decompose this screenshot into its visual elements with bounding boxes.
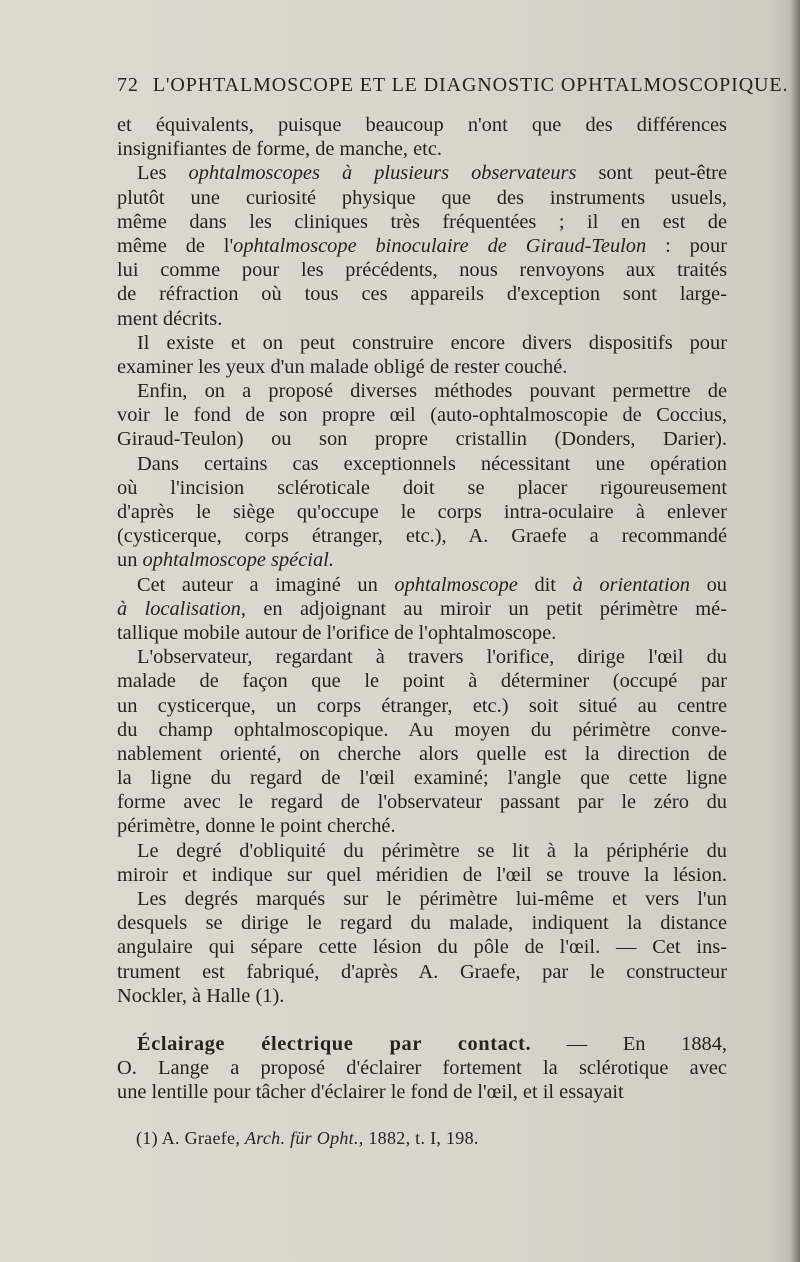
- italic-phrase: ophtalmoscope: [394, 573, 518, 596]
- body-text: [117, 113, 727, 1105]
- text-line: Dans certains cas exceptionnels nécessitant une opération: [137, 452, 727, 475]
- text-line: tallique mobile autour de l'orifice de l'ophtalmoscope.: [117, 621, 557, 644]
- text-line: trument est fabriqué, d'après A. Graefe, par le constructeur: [117, 960, 727, 983]
- text-line: Les degrés marqués sur le périmètre lui-même et vers l'un: [137, 888, 727, 910]
- text-line: [117, 234, 727, 258]
- section-first-line: [117, 1032, 727, 1056]
- text-line: du champ ophtalmoscopique. Au moyen du périmètre conve-: [117, 718, 727, 741]
- text-line: plutôt une curiosité physique que des instruments usuels,: [117, 186, 727, 209]
- text-run: même de l': [117, 234, 234, 257]
- italic-phrase: à localisation: [117, 597, 241, 620]
- paragraph-lines: [117, 113, 727, 1008]
- section-first-line-rest: — En 1884,: [531, 1032, 728, 1055]
- text-line: nablement orienté, on cherche alors quelle est la direction de: [117, 742, 727, 765]
- footnote-prefix: (1) A. Graefe,: [136, 1128, 245, 1148]
- text-line: un cysticerque, un corps étranger, etc.) soit situé au centre: [117, 694, 727, 717]
- running-head: [117, 74, 789, 97]
- section-line: une lentille pour tâcher d'éclairer le fond de l'œil, et il essayait: [117, 1081, 624, 1104]
- text-line: d'après le siège qu'occupe le corps intra-oculaire à enlever: [117, 501, 727, 523]
- text-line: de réfraction où tous ces appareils d'exception sont large-: [117, 283, 727, 306]
- text-run: sont peut-être: [576, 162, 727, 185]
- text-line: et équivalents, puisque beaucoup n'ont que des différences: [117, 114, 727, 136]
- footnote: [136, 1128, 479, 1149]
- text-line: même dans les cliniques très fréquentées ; il en est de: [117, 210, 727, 233]
- text-line: où l'incision scléroticale doit se placer rigoureusement: [117, 476, 727, 499]
- text-line: (cysticerque, corps étranger, etc.), A. Graefe a recommandé: [117, 525, 727, 548]
- text-line: malade de façon que le point à déterminer (occupé par: [117, 670, 727, 693]
- text-line: desquels se dirige le regard du malade, indiquent la distance: [117, 912, 727, 935]
- running-title: L'OPHTALMOSCOPE ET LE DIAGNOSTIC OPHTALMOSCOPIQUE.: [152, 74, 789, 96]
- text-line: forme avec le regard de l'observateur passant par le zéro du: [117, 791, 727, 814]
- text-run: un: [117, 549, 143, 572]
- text-run: Cet auteur a imaginé un: [137, 573, 395, 596]
- text-line: la ligne du regard de l'œil examiné; l'angle que cette ligne: [117, 767, 727, 790]
- text-line: périmètre, donne le point cherché.: [117, 815, 396, 838]
- text-line: angulaire qui sépare cette lésion du pôle de l'œil. — Cet ins-: [117, 936, 727, 959]
- italic-phrase: à orientation: [572, 573, 690, 596]
- section-heading: Éclairage électrique par contact.: [137, 1032, 532, 1055]
- text-line: miroir et indique sur quel méridien de l'œil se trouve la lésion.: [117, 863, 727, 886]
- text-line: L'observateur, regardant à travers l'orifice, dirige l'œil du: [137, 646, 727, 669]
- italic-phrase: ophtalmoscope spécial.: [142, 549, 334, 572]
- text-line: Nockler, à Halle (1).: [117, 984, 285, 1007]
- text-line: [117, 597, 727, 621]
- text-run: , en adjoignant au miroir un petit périmètre mé-: [240, 597, 727, 620]
- italic-phrase: ophtalmoscope binoculaire de Giraud-Teulon: [233, 234, 647, 257]
- text-run: dit: [517, 573, 573, 596]
- text-line: Enfin, on a proposé diverses méthodes pouvant permettre de: [137, 380, 727, 403]
- text-line: insignifiantes de forme, de manche, etc.: [117, 138, 442, 161]
- italic-phrase: ophtalmoscopes à plusieurs observateurs: [188, 162, 577, 185]
- page-number: 72: [117, 74, 139, 96]
- page-edge-shadow: [790, 0, 800, 1262]
- text-line: voir le fond de son propre œil (auto-ophtalmoscopie de Coccius,: [117, 404, 727, 427]
- section-gap: [117, 1008, 727, 1032]
- text-line: examiner les yeux d'un malade obligé de rester couché.: [117, 355, 568, 378]
- text-line: lui comme pour les précédents, nous renvoyons aux traités: [117, 259, 727, 282]
- text-run: Les: [137, 162, 189, 185]
- text-line: Giraud-Teulon) ou son propre cristallin (Donders, Darier).: [117, 428, 727, 451]
- section-line: O. Lange a proposé d'éclairer fortement la sclérotique avec: [117, 1057, 727, 1080]
- text-line: Il existe et on peut construire encore divers dispositifs pour: [137, 331, 727, 354]
- text-run: ou: [690, 573, 727, 596]
- text-run: : pour: [646, 234, 727, 257]
- text-line: [117, 573, 727, 597]
- footnote-journal: Arch. für Opht.: [244, 1128, 359, 1148]
- text-line: Le degré d'obliquité du périmètre se lit à la périphérie du: [137, 839, 727, 862]
- footnote-suffix: , 1882, t. I, 198.: [358, 1128, 479, 1148]
- text-line: [117, 161, 727, 185]
- text-line: [117, 548, 727, 572]
- text-line: ment décrits.: [117, 307, 223, 330]
